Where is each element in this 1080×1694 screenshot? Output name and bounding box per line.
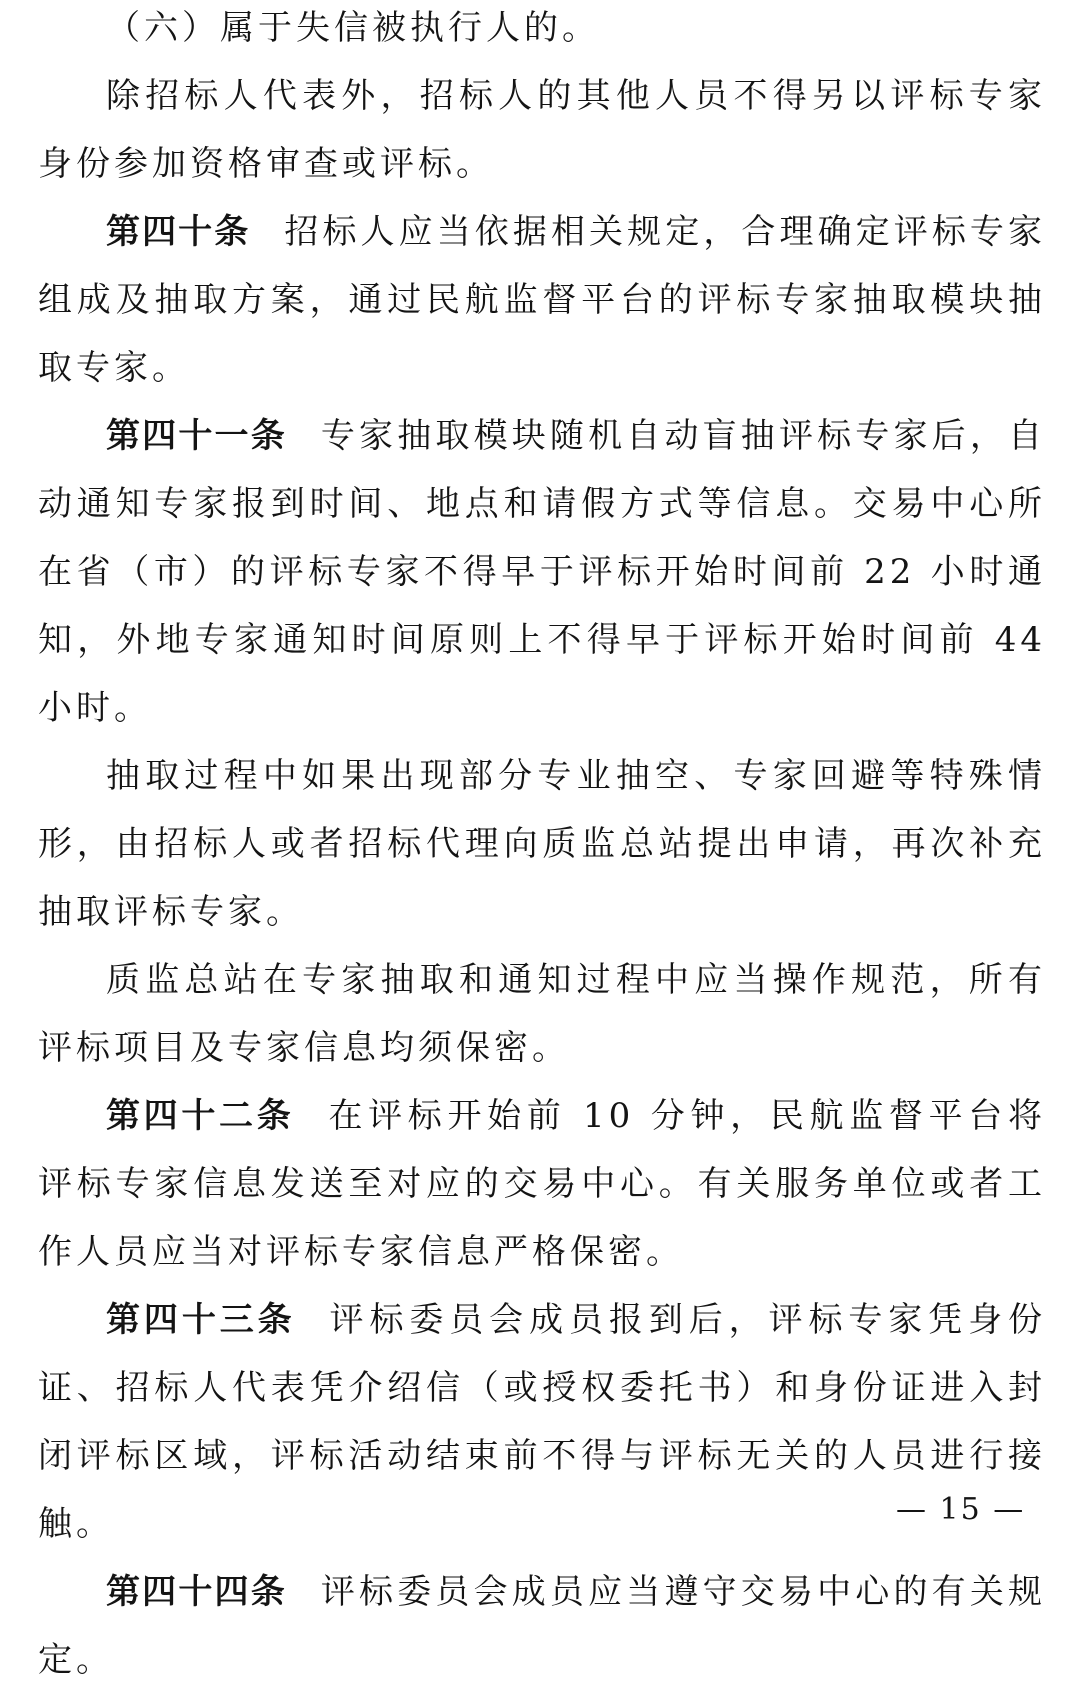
article-number: 第四十条 [106, 212, 251, 252]
paragraph-supplementary-selection [38, 742, 1046, 946]
article-44 [38, 1558, 1046, 1694]
paragraph-item-6 [38, 0, 1046, 62]
paragraph-text: 质监总站在专家抽取和通知过程中应当操作规范，所有评标项目及专家信息均须保密。 [38, 960, 1046, 1068]
article-42 [38, 1082, 1046, 1286]
article-text: 评标委员会成员应当遵守交易中心的有关规定。 [38, 1572, 1047, 1680]
article-text: 在评标开始前 10 分钟，民航监督平台将评标专家信息发送至对应的交易中心。有关服务单位或者工作人员应当对评标专家信息严格保密。 [38, 1096, 1046, 1272]
article-41 [38, 402, 1046, 742]
page-number: — 15 — [896, 1492, 1026, 1527]
article-text: 评标委员会成员报到后，评标专家凭身份证、招标人代表凭介绍信（或授权委托书）和身份证进入封闭评标区域，评标活动结束前不得与评标无关的人员进行接触。 [38, 1300, 1047, 1544]
paragraph-confidentiality [38, 946, 1046, 1082]
article-text: 专家抽取模块随机自动盲抽评标专家后，自动通知专家报到时间、地点和请假方式等信息。交易中心所在省（市）的评标专家不得早于评标开始时间前 22 小时通知，外地专家通知时间原则上不得早于评标开始时间前 44 小时。 [38, 416, 1047, 728]
paragraph-bid-inviter-restriction [38, 62, 1046, 198]
article-43 [38, 1286, 1046, 1558]
document-page [38, 0, 1046, 1694]
article-number: 第四十二条 [106, 1096, 295, 1136]
article-number: 第四十四条 [106, 1572, 287, 1612]
article-text: 招标人应当依据相关规定，合理确定评标专家组成及抽取方案，通过民航监督平台的评标专家抽取模块抽取专家。 [38, 212, 1047, 388]
paragraph-text: （六）属于失信被执行人的。 [106, 8, 600, 48]
article-number: 第四十一条 [106, 416, 287, 456]
paragraph-text: 抽取过程中如果出现部分专业抽空、专家回避等特殊情形，由招标人或者招标代理向质监总站提出申请，再次补充抽取评标专家。 [38, 756, 1046, 932]
article-number: 第四十三条 [106, 1300, 296, 1340]
paragraph-text: 除招标人代表外，招标人的其他人员不得另以评标专家身份参加资格审查或评标。 [38, 76, 1046, 184]
article-40 [38, 198, 1046, 402]
